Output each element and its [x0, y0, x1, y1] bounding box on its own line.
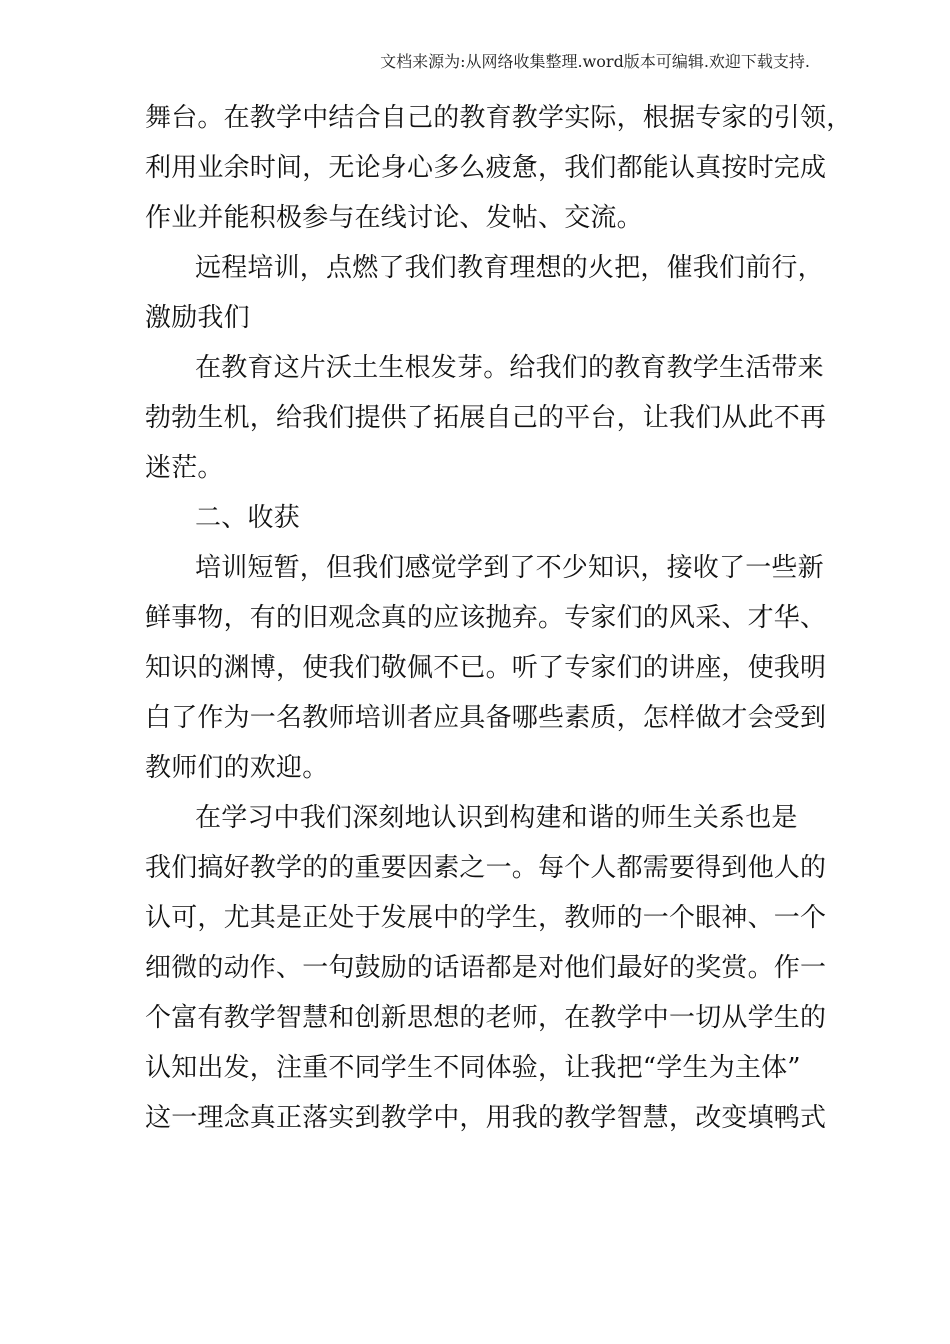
text-line: 勃勃生机，给我们提供了拓展自己的平台，让我们从此不再 — [145, 403, 827, 433]
text-line: 作业并能积极参与在线讨论、发帖、交流。 — [145, 203, 643, 233]
section-heading: 二、收获 — [195, 503, 300, 533]
text-line: 舞台。在教学中结合自己的教育教学实际，根据专家的引领， — [145, 103, 853, 133]
page-header: 文档来源为:从网络收集整理.word版本可编辑.欢迎下载支持. — [380, 52, 810, 71]
paragraph-start-line: 在教育这片沃土生根发芽。给我们的教育教学生活带来 — [195, 353, 824, 383]
text-line: 激励我们 — [145, 303, 250, 333]
paragraph-start-line: 在学习中我们深刻地认识到构建和谐的师生关系也是 — [195, 803, 798, 833]
text-line: 利用业余时间，无论身心多么疲惫，我们都能认真按时完成 — [145, 153, 827, 183]
text-line: 这一理念真正落实到教学中，用我的教学智慧，改变填鸭式 — [145, 1103, 827, 1133]
text-line: 知识的渊博，使我们敬佩不已。听了专家们的讲座，使我明 — [145, 653, 827, 683]
text-line: 认可，尤其是正处于发展中的学生，教师的一个眼神、一个 — [145, 903, 827, 933]
paragraph-start-line: 远程培训，点燃了我们教育理想的火把，催我们前行， — [195, 253, 824, 283]
text-line: 我们搞好教学的的重要因素之一。每个人都需要得到他人的 — [145, 853, 827, 883]
text-line: 教师们的欢迎。 — [145, 753, 329, 783]
text-line: 鲜事物，有的旧观念真的应该抛弃。专家们的风采、才华、 — [145, 603, 827, 633]
paragraph-start-line: 培训短暂，但我们感觉学到了不少知识，接收了一些新 — [195, 553, 824, 583]
text-line: 细微的动作、一句鼓励的话语都是对他们最好的奖赏。作一 — [145, 953, 827, 983]
text-line: 白了作为一名教师培训者应具备哪些素质，怎样做才会受到 — [145, 703, 827, 733]
text-line: 个富有教学智慧和创新思想的老师，在教学中一切从学生的 — [145, 1003, 827, 1033]
text-line: 认知出发，注重不同学生不同体验，让我把“学生为主体” — [145, 1053, 801, 1083]
text-line: 迷茫。 — [145, 453, 224, 483]
